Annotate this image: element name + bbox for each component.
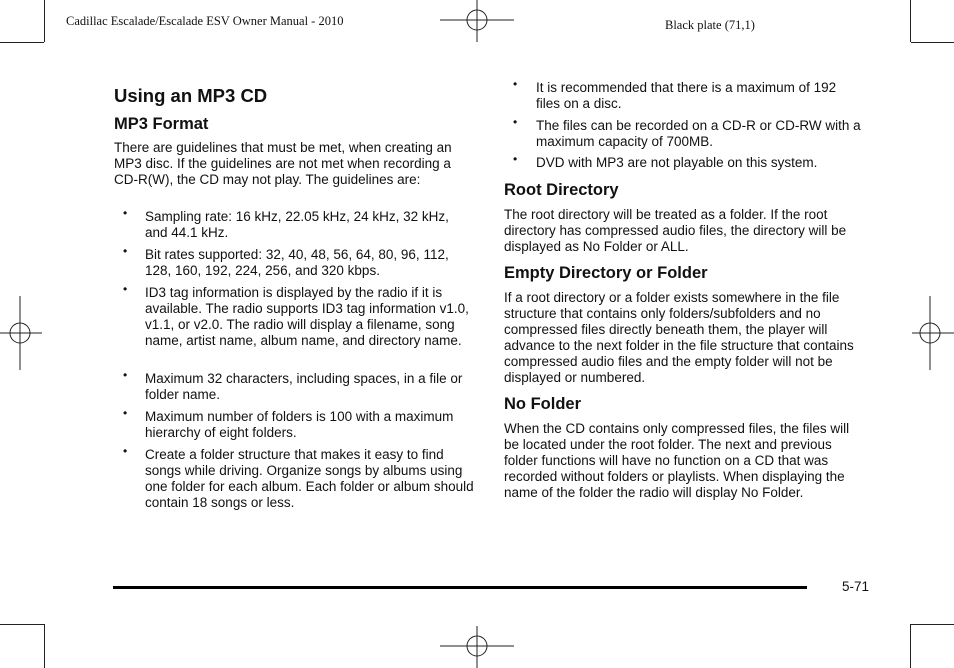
empty-directory-heading: Empty Directory or Folder	[504, 264, 708, 282]
list-item: • Maximum 32 characters, including spaces, in a file or folder name.	[123, 368, 463, 402]
root-directory-text: The root directory will be treated as a folder. If the root directory has compressed audio files, the directory will be displayed as No Folder or ALL.	[504, 207, 847, 254]
section-title: Using an MP3 CD	[114, 85, 268, 106]
registration-mark-right	[910, 296, 954, 370]
no-folder-heading: No Folder	[504, 395, 581, 413]
empty-directory-text: If a root directory or a folder exists somewhere in the file structure that contains only folders/subfolders and no compressed files directly beneath them, the player will advance to the next folder in the file structure that contains compressed audio files and the empty folder will not be displayed or numbered.	[504, 290, 854, 385]
list-item: • ID3 tag information is displayed by the radio if it is available. The radio supports ID3 tag information v1.0, v1.1, or v2.0. The radio will display a filename, song name, artist name, album name, and directory name.	[123, 282, 469, 348]
registration-mark-left	[0, 296, 44, 370]
list-item: • Maximum number of folders is 100 with a maximum hierarchy of eight folders.	[123, 406, 454, 440]
footer-rule	[113, 586, 807, 589]
plate-label: Black plate (71,1)	[665, 18, 755, 32]
no-folder-text: When the CD contains only compressed files, the files will be located under the root folder. The next and previous folder functions will have no function on a CD that was recorded without folders or playlists. When displaying the name of the folder the radio will display No Folder.	[504, 421, 850, 500]
list-item: • Create a folder structure that makes it easy to find songs while driving. Organize songs by albums using one folder for each album. Each folder or album should contain 18 songs or less.	[123, 444, 474, 510]
root-directory-heading: Root Directory	[504, 181, 619, 199]
running-header: Cadillac Escalade/Escalade ESV Owner Manual - 2010	[66, 14, 344, 28]
registration-mark-bottom	[440, 626, 514, 668]
list-item: • Sampling rate: 16 kHz, 22.05 kHz, 24 kHz, 32 kHz, and 44.1 kHz.	[123, 206, 449, 240]
registration-mark-top	[440, 0, 514, 44]
list-item: • Bit rates supported: 32, 40, 48, 56, 64, 80, 96, 112, 128, 160, 192, 224, 256, and 320 kbps.	[123, 244, 449, 278]
mp3-format-heading: MP3 Format	[114, 115, 209, 133]
list-item: • DVD with MP3 are not playable on this system.	[513, 152, 818, 170]
list-item: • It is recommended that there is a maximum of 192 files on a disc.	[513, 77, 837, 111]
page-number: 5-71	[842, 579, 870, 594]
mp3-format-intro: There are guidelines that must be met, when creating an MP3 disc. If the guidelines are not met when recording a CD-R(W), the CD may not play. The guidelines are:	[114, 140, 452, 187]
list-item: • The files can be recorded on a CD-R or CD-RW with a maximum capacity of 700MB.	[513, 115, 861, 149]
